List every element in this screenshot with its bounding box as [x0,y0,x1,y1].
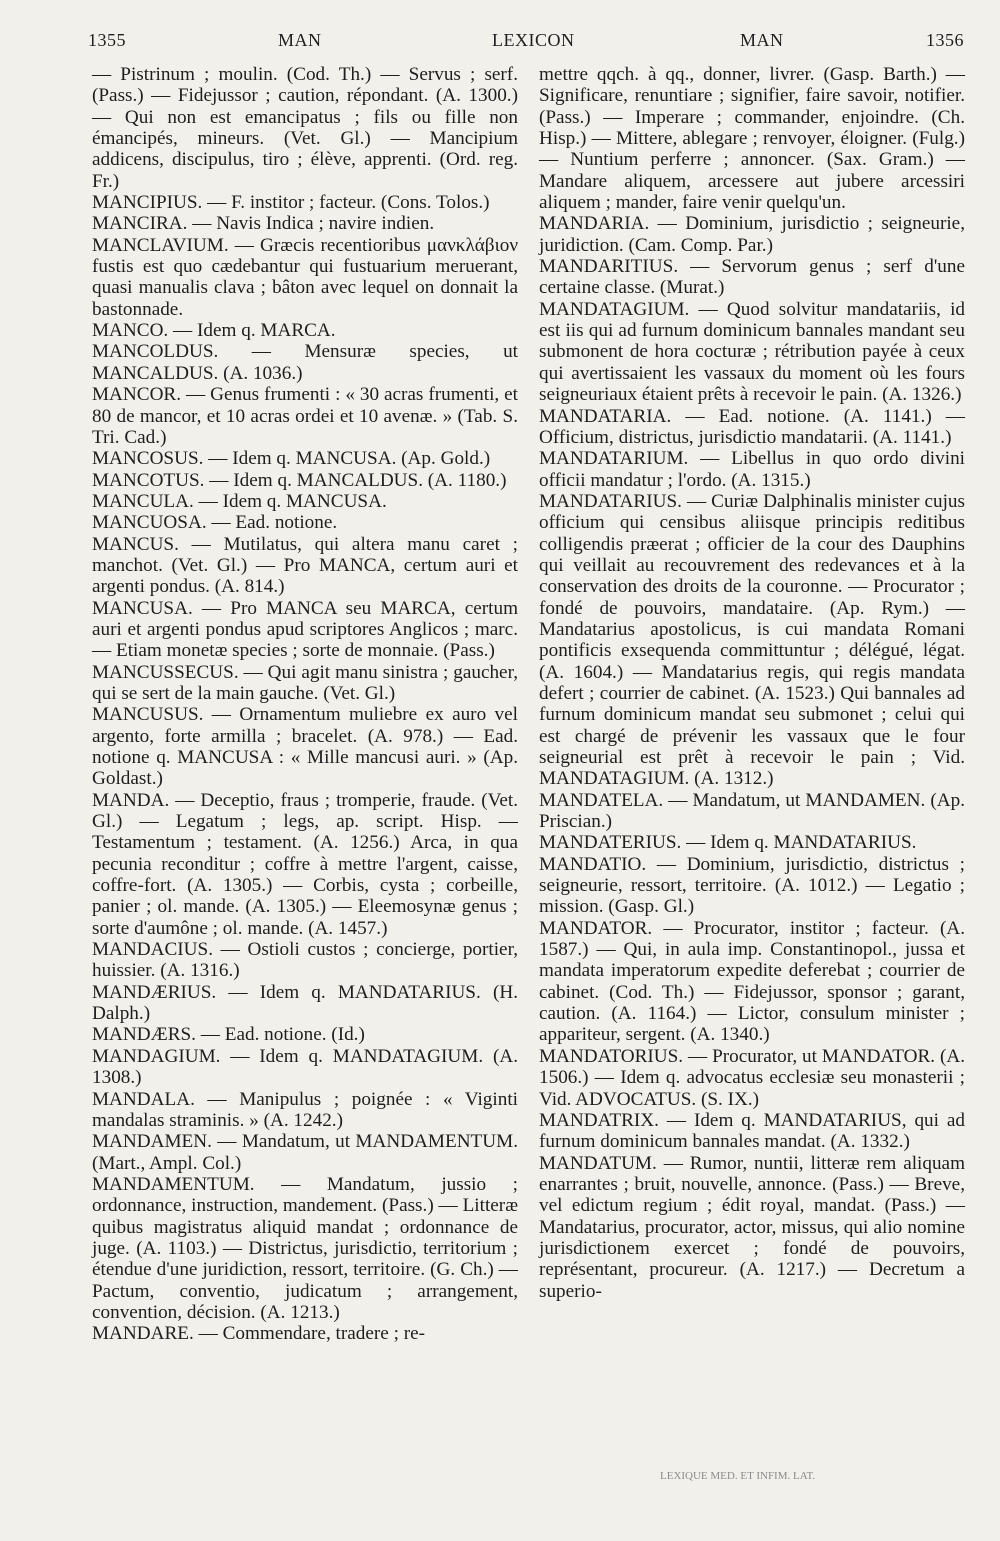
dictionary-entry: MANCUOSA. — Ead. notione. [92,512,338,534]
running-keyword-left: MAN [278,30,322,50]
dictionary-entry: MANDAGIUM. — Idem q. MANDATAGIUM. (A. 1308.) [92,1045,518,1089]
dictionary-entry: MANDATARIUS. — Curiæ Dalphinalis minister cujus officium qui censibus aliisque principis reditibus colligendis præerat ; officier de la cour des Dauphins qui veillait au recouvrement des redevances et à la conservation des droits de la couronne. — Procurator ; fondé de pouvoirs, mandataire. (Ap. Rym.) — Mandatarius apostolicus, is cui mandata Romani pontificis exsequenda committuntur ; délégué, légat. (A. 1604.) — Mandatarius regis, qui regis mandata defert ; courrier de cabinet. (A. 1523.) Qui bannales ad furnum dominicum mandat seu submonet ; celui qui est chargé de prévenir les vassaux que le four seigneurial est prêt à recevoir le pain ; Vid. MANDATAGIUM. (A. 1312.) [539,490,965,790]
dictionary-entry: MANDATAGIUM. — Quod solvitur mandatariis, id est iis qui ad furnum dominicum bannales mandant seu submonent de hora cocturæ ; rétribution payée à ceux qui avertissaient les vassaux du moment où les fours seigneuriaux étaient prêts à recevoir le pain. (A. 1326.) [539,298,965,406]
dictionary-entry: MANCOTUS. — Idem q. MANCALDUS. (A. 1180.) [92,469,507,491]
dictionary-entry: MANDATERIUS. — Idem q. MANDATARIUS. [539,832,917,854]
dictionary-entry: MANDARE. — Commendare, tradere ; re- [92,1323,426,1345]
dictionary-entry: mettre qqch. à qq., donner, livrer. (Gasp. Barth.) — Significare, renuntiare ; signifier, faire savoir, notifier. (Pass.) — Imperare ; commander, enjoindre. (Ch. Hisp.) — Mittere, ablegare ; renvoyer, éloigner. (Fulg.) — Nuntium perferre ; annoncer. (Sax. Gram.) — Mandare aliquem, arcessere aut jubere arcessiri aliquem ; mander, faire venir quelqu'un. [539,64,965,214]
dictionary-entry: MANDATORIUS. — Procurator, ut MANDATOR. (A. 1506.) — Idem q. advocatus ecclesiæ seu monasterii ; Vid. ADVOCATUS. (S. IX.) [539,1045,965,1110]
dictionary-entry: MANDARIA. — Dominium, jurisdictio ; seigneurie, juridiction. (Cam. Comp. Par.) [539,213,965,256]
page-header [88,30,964,60]
dictionary-entry: MANCUS. — Mutilatus, qui altera manu caret ; manchot. (Vet. Gl.) — Pro MANCA, certum auri et argenti pondus. (A. 814.) [92,533,518,598]
dictionary-entry: MANDAMENTUM. — Mandatum, jussio ; ordonnance, instruction, mandement. (Pass.) — Litteræ quibus magistratus aliquid mandat ; ordonnance de juge. (A. 1103.) — Districtus, jurisdictio, territorium ; étendue d'une juridiction, ressort, territoire. (G. Ch.) — Pactum, conventio, judicatum ; arrangement, convention, décision. (A. 1213.) [92,1173,518,1323]
dictionary-entry: MANDATARIA. — Ead. notione. (A. 1141.) — Officium, districtus, jurisdictio mandatarii. (A. 1141.) [539,405,965,448]
right-column [539,64,965,1302]
page-number-right: 1356 [926,30,964,50]
dictionary-entry: MANDATELA. — Mandatum, ut MANDAMEN. (Ap. Priscian.) [539,789,965,833]
dictionary-entry: MANDATARIUM. — Libellus in quo ordo divini officii mandatur ; l'ordo. (A. 1315.) [539,448,965,491]
dictionary-entry: MANCIPIUS. — F. institor ; facteur. (Cons. Tolos.) [92,192,490,214]
dictionary-entry: MANCUSUS. — Ornamentum muliebre ex auro vel argento, forte armilla ; bracelet. (A. 978.) — Ead. notione q. MANCUSA : « Mille mancusi auri. » (Ap. Goldast.) [92,704,518,790]
dictionary-entry: MANDAMEN. — Mandatum, ut MANDAMENTUM. (Mart., Ampl. Col.) [92,1131,518,1174]
dictionary-entry: MANDA. — Deceptio, fraus ; tromperie, fraude. (Vet. Gl.) — Legatum ; legs, ap. script. Hisp. — Testamentum ; testament. (A. 1256.) Arca, in qua pecunia reconditur ; coffre à mettre l'argent, caisse, coffre-fort. (A. 1305.) — Corbis, cysta ; corbeille, panier ; ol. mande. (A. 1305.) — Eleemosynæ genus ; sorte d'aumône ; ol. mande. (A. 1457.) [92,789,518,939]
dictionary-entry: MANDARITIUS. — Servorum genus ; serf d'une certaine classe. (Murat.) [539,256,965,299]
dictionary-entry: MANDATOR. — Procurator, institor ; facteur. (A. 1587.) — Qui, in aula imp. Constantinopol., jussa et mandata imperatorum expedite deferebat ; courrier de cabinet. (Cod. Th.) — Fidejussor, sponsor ; garant, caution. (A. 1164.) — Lictor, consulum minister ; appariteur, sergent. (A. 1340.) [539,917,965,1046]
dictionary-entry: MANCUSA. — Pro MANCA seu MARCA, certum auri et argenti pondus apud scriptores Anglicos ; marc. — Etiam monetæ species ; sorte de monnaie. (Pass.) [92,597,518,662]
dictionary-entry: MANCOLDUS. — Mensuræ species, ut MANCALDUS. (A. 1036.) [92,341,518,384]
dictionary-entry: MANCUSSECUS. — Qui agit manu sinistra ; gaucher, qui se sert de la main gauche. (Vet. Gl.) [92,661,518,704]
dictionary-entry: MANCULA. — Idem q. MANCUSA. [92,490,387,512]
dictionary-entry: MANCO. — Idem q. MARCA. [92,320,336,342]
dictionary-entry: MANDACIUS. — Ostioli custos ; concierge, portier, huissier. (A. 1316.) [92,939,518,982]
dictionary-entry: MANDALA. — Manipulus ; poignée : « Viginti mandalas straminis. » (A. 1242.) [92,1088,518,1131]
left-column [92,64,518,1345]
dictionary-entry: MANCOR. — Genus frumenti : « 30 acras frumenti, et 80 de mancor, et 10 acras ordei et 10 avenæ. » (Tab. S. Tri. Cad.) [92,384,518,448]
dictionary-entry: MANCIRA. — Navis Indica ; navire indien. [92,213,435,235]
running-keyword-right: MAN [740,30,784,50]
dictionary-entry: MANDÆRIUS. — Idem q. MANDATARIUS. (H. Dalph.) [92,981,518,1025]
footer-signature: LEXIQUE MED. ET INFIM. LAT. [660,1470,816,1482]
dictionary-entry: MANDÆRS. — Ead. notione. (Id.) [92,1024,365,1046]
dictionary-entry: MANDATRIX. — Idem q. MANDATARIUS, qui ad furnum dominicum bannales mandat. (A. 1332.) [539,1109,965,1153]
dictionary-entry: MANCLAVIUM. — Græcis recentioribus μανκλάβιον fustis est quo cædebantur qui fustuarium meruerant, quasi manualis clava ; bâton avec lequel on donnait la bastonnade. [92,234,518,320]
page-number-left: 1355 [88,30,126,50]
running-title: LEXICON [492,30,575,50]
dictionary-entry: MANCOSUS. — Idem q. MANCUSA. (Ap. Gold.) [92,448,491,470]
dictionary-entry: — Pistrinum ; moulin. (Cod. Th.) — Servus ; serf. (Pass.) — Fidejussor ; caution, répondant. (A. 1300.) — Qui non est emancipatus ; fils ou fille non émancipés, mineurs. (Vet. Gl.) — Mancipium addicens, discipulus, tiro ; élève, apprenti. (Ord. reg. Fr.) [92,64,518,192]
dictionary-entry: MANDATIO. — Dominium, jurisdictio, districtus ; seigneurie, ressort, territoire. (A. 1012.) — Legatio ; mission. (Gasp. Gl.) [539,853,965,918]
dictionary-entry: MANDATUM. — Rumor, nuntii, litteræ rem aliquam enarrantes ; bruit, nouvelle, annonce. (Pass.) — Breve, vel edictum regium ; édit royal, mandat. (Pass.) — Mandatarius, procurator, actor, missus, qui alio nomine jurisdictionem exercet ; fondé de pouvoirs, représentant, procureur. (A. 1217.) — Decretum a superio- [539,1152,965,1302]
